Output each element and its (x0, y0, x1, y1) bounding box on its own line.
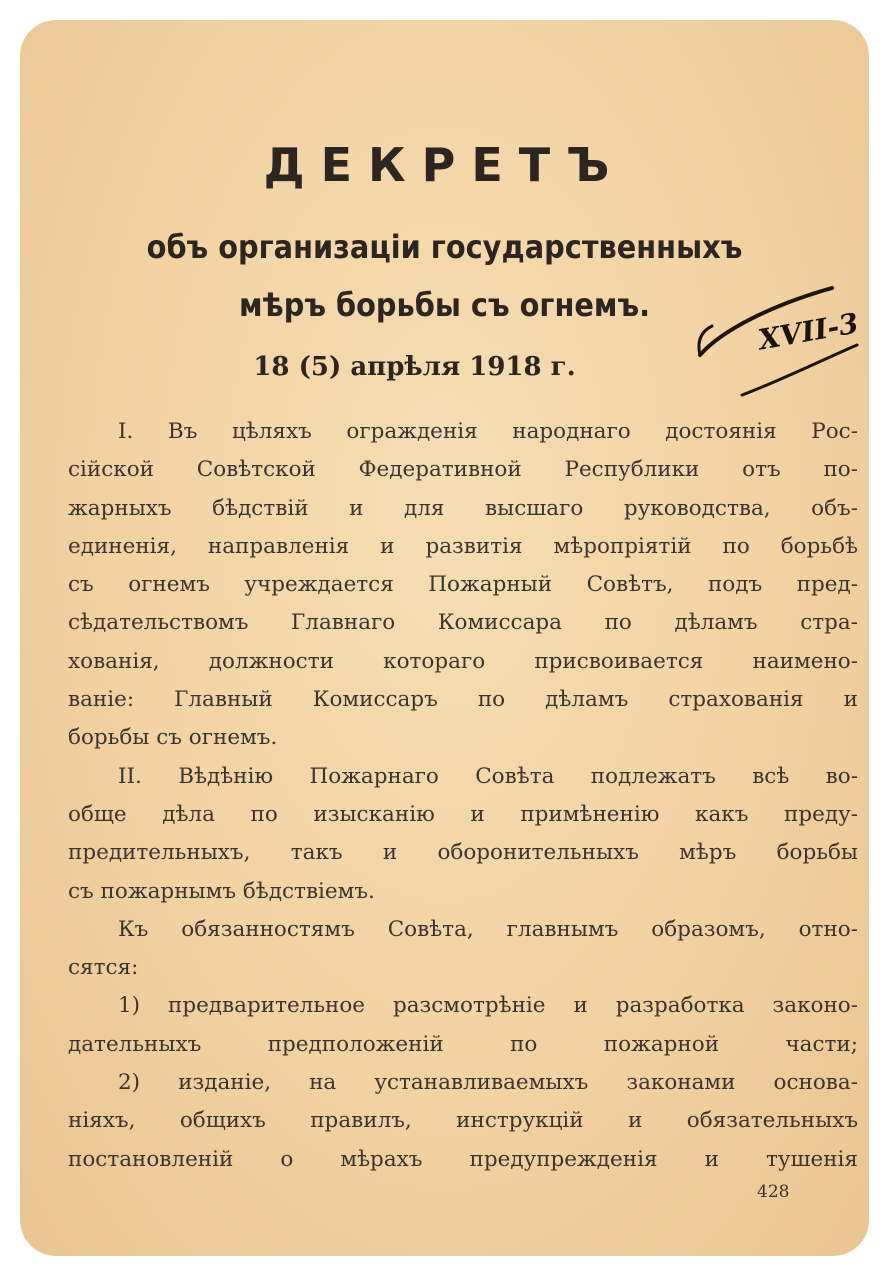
text-line: Къ обязанностямъ Совѣта, главнымъ образомъ, отно- (118, 916, 858, 942)
text-line: хованiя, должности котораго присвоивается наимено- (68, 648, 858, 674)
text-line: 1) предварительное разсмотрѣнiе и разработка законо- (118, 993, 858, 1019)
text-line: II. Вѣдѣнiю Пожарнаго Совѣта подлежатъ всѣ во- (118, 763, 858, 789)
text-line: предительныхъ, такъ и оборонительныхъ мѣръ борьбы (68, 840, 858, 866)
page-number: 428 (757, 1182, 790, 1202)
decree-title: ДЕКРЕТЪ (263, 138, 626, 192)
text-line: I. Въ цѣляхъ огражденiя народнаго достоянiя Рос- (118, 419, 858, 444)
handwritten-mark: XVII-3 (755, 306, 861, 357)
decree-body (68, 413, 858, 1179)
text-line: дательныхъ предположенiй по пожарной части; (68, 1031, 858, 1057)
text-line: постановленiй о мѣрахъ предупрежденiя и тушенiя (68, 1146, 858, 1172)
text-line: 2) изданiе, на устанавливаемыхъ законами основа- (118, 1070, 858, 1096)
text-line: сятся: (68, 955, 139, 981)
subtitle-line-2: мѣръ борьбы съ огнемъ. (238, 286, 651, 324)
text-line: ванiе: Главный Комиссаръ по дѣламъ страхованiя и (68, 687, 858, 713)
text-line: сiйской Совѣтской Федеративной Республики отъ по- (68, 457, 858, 483)
subtitle-line-1: объ организацiи государственныхъ (146, 228, 743, 266)
decree-date: 18 (5) апрѣля 1918 г. (253, 352, 576, 382)
text-line: борьбы съ огнемъ. (68, 725, 278, 751)
text-line: съ огнемъ учреждается Пожарный Совѣтъ, подъ пред- (68, 572, 858, 598)
text-line: жарныхъ бѣдствiй и для высшаго руководства, объ- (68, 495, 858, 521)
text-line: сѣдательствомъ Главнаго Комиссара по дѣламъ стра- (68, 610, 858, 636)
document-page (20, 20, 869, 1256)
text-line: съ пожарнымъ бѣдствiемъ. (68, 878, 375, 904)
text-line: обще дѣла по изысканiю и примѣненiю какъ преду- (68, 801, 858, 827)
text-line: единенiя, направленiя и развитiя мѣропрiятiй по борьбѣ (68, 533, 858, 559)
text-line: нiяхъ, общихъ правилъ, инструкцiй и обязательныхъ (68, 1108, 858, 1134)
